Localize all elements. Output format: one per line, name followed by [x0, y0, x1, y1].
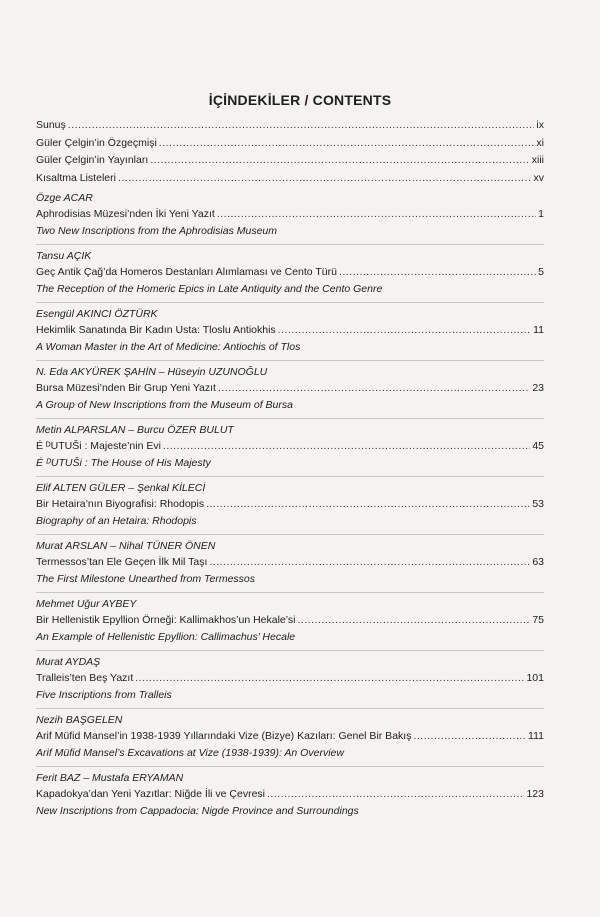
entry-title: Güler Çelgin’in Özgeçmişi [36, 136, 157, 149]
front-matter [36, 117, 544, 187]
divider [36, 418, 544, 419]
divider [36, 244, 544, 245]
front-item-biography[interactable] [36, 135, 544, 153]
toc-entry[interactable] [36, 770, 544, 820]
entry-author: Murat AYDAŞ [36, 656, 101, 668]
entry-english-title: Arif Müfid Mansel’s Excavations at Vize (1938-1939): An Overview [36, 747, 344, 759]
toc-entry[interactable] [36, 248, 544, 298]
toc-entry[interactable] [36, 422, 544, 472]
toc-entry[interactable] [36, 712, 544, 762]
entry-author: Metin ALPARSLAN – Burcu ÖZER BULUT [36, 424, 234, 436]
page-number: 123 [526, 788, 544, 800]
page-number: 111 [528, 730, 544, 742]
entry-title: Sunuş [36, 119, 66, 131]
entry-title: Bir Hellenistik Epyllion Örneği: Kallimakhos’un Hekale’si [36, 614, 296, 626]
entry-title: Kapadokya’dan Yeni Yazıtlar: Niğde İli ve Çevresi [36, 788, 266, 800]
toc-entry[interactable] [36, 480, 544, 530]
page-number: 11 [533, 324, 544, 336]
entry-title: Bir Hetaira’nın Biyografisi: Rhodopis [36, 498, 205, 510]
entry-english-title: A Group of New Inscriptions from the Museum of Bursa [36, 399, 293, 411]
toc-entry[interactable] [36, 538, 544, 588]
front-item-preface[interactable] [36, 117, 544, 135]
divider [36, 592, 544, 593]
entry-english-title: Five Inscriptions from Tralleis [36, 689, 172, 701]
entry-author: Elif ALTEN GÜLER – Şenkal KİLECİ [36, 482, 206, 494]
entry-english-title: New Inscriptions from Cappadocia: Nigde Province and Surroundings [36, 805, 359, 817]
page-number: 23 [532, 382, 544, 394]
entry-author: Ferit BAZ – Mustafa ERYAMAN [36, 772, 184, 784]
page-number: ix [536, 119, 544, 131]
contents-heading: İÇİNDEKİLER / CONTENTS [208, 92, 392, 108]
divider [36, 302, 544, 303]
entry-english-title: An Example of Hellenistic Epyllion: Callimachus’ Hecale [36, 631, 296, 643]
entry-english-title: É ᴰUTUŠi : The House of His Majesty [36, 457, 211, 469]
page-number: xv [533, 171, 544, 184]
entry-title: Tralleis’ten Beş Yazıt [36, 672, 134, 684]
entry-author: Özge ACAR [36, 192, 93, 204]
page-number: 5 [538, 266, 544, 278]
entry-author: Esengül AKINCI ÖZTÜRK [36, 308, 158, 320]
divider [36, 766, 544, 767]
toc-entry[interactable] [36, 596, 544, 646]
page-number: 63 [532, 556, 544, 568]
page-number: 45 [532, 440, 544, 452]
entry-author: N. Eda AKYÜREK ŞAHİN – Hüseyin UZUNOĞLU [36, 366, 268, 378]
divider [36, 476, 544, 477]
toc-entry[interactable] [36, 190, 544, 240]
entry-english-title: Biography of an Hetaira: Rhodopis [36, 515, 197, 527]
entry-english-title: The Reception of the Homeric Epics in Late Antiquity and the Cento Genre [36, 283, 383, 295]
divider [36, 650, 544, 651]
page-number: 1 [538, 208, 544, 220]
front-item-abbreviations[interactable] [36, 170, 544, 188]
toc-entry[interactable] [36, 306, 544, 356]
entry-title: Kısaltma Listeleri [36, 171, 116, 184]
entry-author: Murat ARSLAN – Nihal TÜNER ÖNEN [36, 540, 216, 552]
toc-entry[interactable] [36, 364, 544, 414]
divider [36, 360, 544, 361]
entry-title: Hekimlik Sanatında Bir Kadın Usta: Tloslu Antiokhis [36, 324, 276, 336]
page-number: 75 [532, 614, 544, 626]
entry-title: Termessos’tan Ele Geçen İlk Mil Taşı [36, 556, 208, 568]
entry-title: Aphrodisias Müzesi’nden İki Yeni Yazıt [36, 208, 215, 220]
page-number: xi [536, 136, 544, 149]
divider [36, 534, 544, 535]
page-number: 53 [532, 498, 544, 510]
page-number: xiii [531, 154, 544, 166]
entry-title: É ᴰUTUŠi : Majeste’nin Evi [36, 440, 161, 452]
front-item-publications[interactable] [36, 152, 544, 170]
entry-english-title: A Woman Master in the Art of Medicine: Antiochis of Tlos [36, 341, 301, 353]
table-of-contents [36, 117, 544, 817]
entry-english-title: Two New Inscriptions from the Aphrodisias Museum [36, 225, 278, 237]
page-number: 101 [526, 672, 544, 684]
entry-author: Nezih BAŞGELEN [36, 714, 123, 726]
entry-author: Tansu AÇIK [36, 250, 92, 262]
entry-author: Mehmet Uğur AYBEY [36, 598, 137, 610]
entry-title: Güler Çelgin’in Yayınları [36, 154, 149, 166]
entry-title: Geç Antik Çağ’da Homeros Destanları Alımlaması ve Cento Türü [36, 266, 337, 278]
divider [36, 708, 544, 709]
entry-title: Arif Müfid Mansel’in 1938-1939 Yıllarındaki Vize (Bizye) Kazıları: Genel Bir Bakış [36, 730, 412, 742]
entry-english-title: The First Milestone Unearthed from Termessos [36, 573, 256, 585]
toc-entry[interactable] [36, 654, 544, 704]
entry-title: Bursa Müzesi’nden Bir Grup Yeni Yazıt [36, 382, 216, 394]
